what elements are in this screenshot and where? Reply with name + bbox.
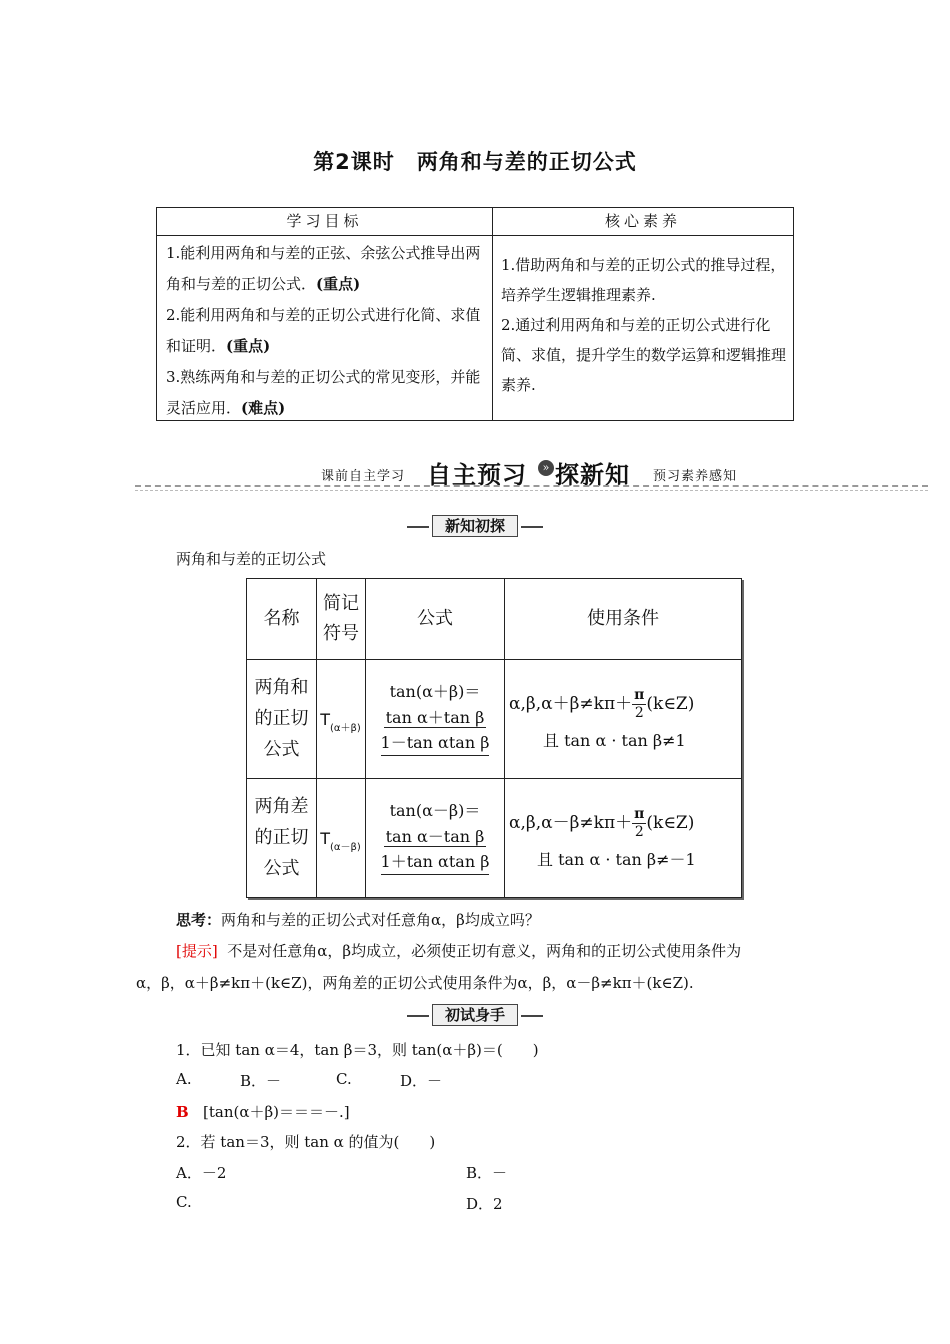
banner-left-label: 课前自主学习	[321, 469, 406, 484]
divider	[135, 490, 928, 491]
q2-option-a: A．－2	[176, 1164, 227, 1182]
objectives-table	[156, 207, 794, 421]
goal-item: 3.熟练两角和与差的正切公式的常见变形，并能灵活应用．(难点)	[166, 368, 481, 417]
q1-option-c: C.	[336, 1070, 352, 1088]
row-sum-formula: tan(α＋β)＝ tan α＋tan β 1－tan αtan β	[372, 679, 498, 756]
goal-item: 1.能利用两角和与差的正弦、余弦公式推导出两角和与差的正切公式．(重点)	[166, 244, 481, 293]
row-diff-condition: α,β,α－β≠kπ＋ $\frac{\pi}{2}(k\in Z)$ 且 tan α · tan β≠－1	[509, 806, 696, 869]
header-name: 名称	[247, 579, 316, 660]
objectives-header-right: 核心素养	[493, 208, 793, 236]
banner-right-label: 预习素养感知	[653, 469, 738, 484]
lesson-title: 两角和与差的正切公式	[416, 150, 637, 174]
answer-label: B	[176, 1103, 189, 1121]
divider	[135, 485, 928, 487]
double-arrow-icon: »	[538, 460, 554, 476]
q1-solution: B [tan(α＋β)＝＝＝－.]	[176, 1103, 350, 1121]
banner-title-1: 自主预习	[427, 461, 527, 489]
q1-option-d: D．－	[400, 1072, 443, 1090]
col-line	[365, 579, 366, 897]
column-divider	[492, 208, 493, 420]
hint-line-2: α，β，α＋β≠kπ＋(k∈Z)，两角差的正切公式使用条件为α，β，α－β≠kπ＋(k∈Z).	[136, 974, 694, 992]
row-diff-symbol: $T_{(\alpha-\beta)}$	[320, 829, 361, 853]
question-2: 2．若 tan＝3，则 tan α 的值为( )	[176, 1133, 436, 1151]
formula-table	[246, 578, 742, 898]
q2-option-d: D．2	[466, 1195, 503, 1213]
row-diff-formula: tan(α－β)＝ tan α－tan β 1＋tan αtan β	[372, 798, 498, 875]
hint-line-1: [提示] 不是对任意角α，β均成立，必须使正切有意义，两角和的正切公式使用条件为	[176, 942, 742, 960]
row-sum-condition: α,β,α＋β≠kπ＋ $\frac{\pi}{2}(k\in Z)$ 且 tan α · tan β≠1	[509, 687, 695, 750]
goal-item: 2.能利用两角和与差的正切公式进行化简、求值和证明．(重点)	[166, 306, 481, 355]
banner-title-2: 探新知	[555, 461, 630, 489]
literacy-item: 1.借助两角和与差的正切公式的推导过程，培养学生逻辑推理素养.	[501, 256, 786, 304]
core-literacy	[501, 250, 789, 400]
q1-option-a: A.	[176, 1070, 192, 1088]
hint-label: [提示]	[176, 942, 218, 960]
learning-goals	[166, 238, 488, 424]
lesson-number: 第2课时	[313, 150, 395, 174]
row-line	[247, 778, 741, 779]
header-formula: 公式	[366, 579, 504, 660]
row-sum-symbol: $T_{(\alpha+\beta)}$	[320, 710, 361, 734]
section-tag-new-knowledge: 新知初探	[0, 515, 950, 537]
col-line	[504, 579, 505, 897]
q2-option-b: B．－	[466, 1164, 508, 1182]
think-question: 思考：两角和与差的正切公式对任意角α，β均成立吗？	[176, 911, 540, 929]
question-1: 1．已知 tan α＝4，tan β＝3，则 tan(α＋β)＝( )	[176, 1041, 539, 1059]
page-title	[0, 146, 950, 176]
row-diff-name: 两角差 的正切 公式	[254, 796, 309, 879]
section-heading: 两角和与差的正切公式	[176, 550, 327, 568]
q2-option-c: C.	[176, 1193, 192, 1211]
section-banner	[135, 452, 928, 498]
header-condition: 使用条件	[505, 579, 741, 660]
row-sum-name: 两角和 的正切 公式	[254, 677, 309, 760]
header-symbol: 简记 符号	[317, 579, 365, 660]
literacy-item: 2.通过利用两角和与差的正切公式进行化简、求值，提升学生的数学运算和逻辑推理素养.	[501, 316, 787, 394]
objectives-header-left: 学习目标	[157, 208, 492, 236]
q1-option-b: B．－	[240, 1072, 282, 1090]
section-tag-try: 初试身手	[0, 1004, 950, 1026]
